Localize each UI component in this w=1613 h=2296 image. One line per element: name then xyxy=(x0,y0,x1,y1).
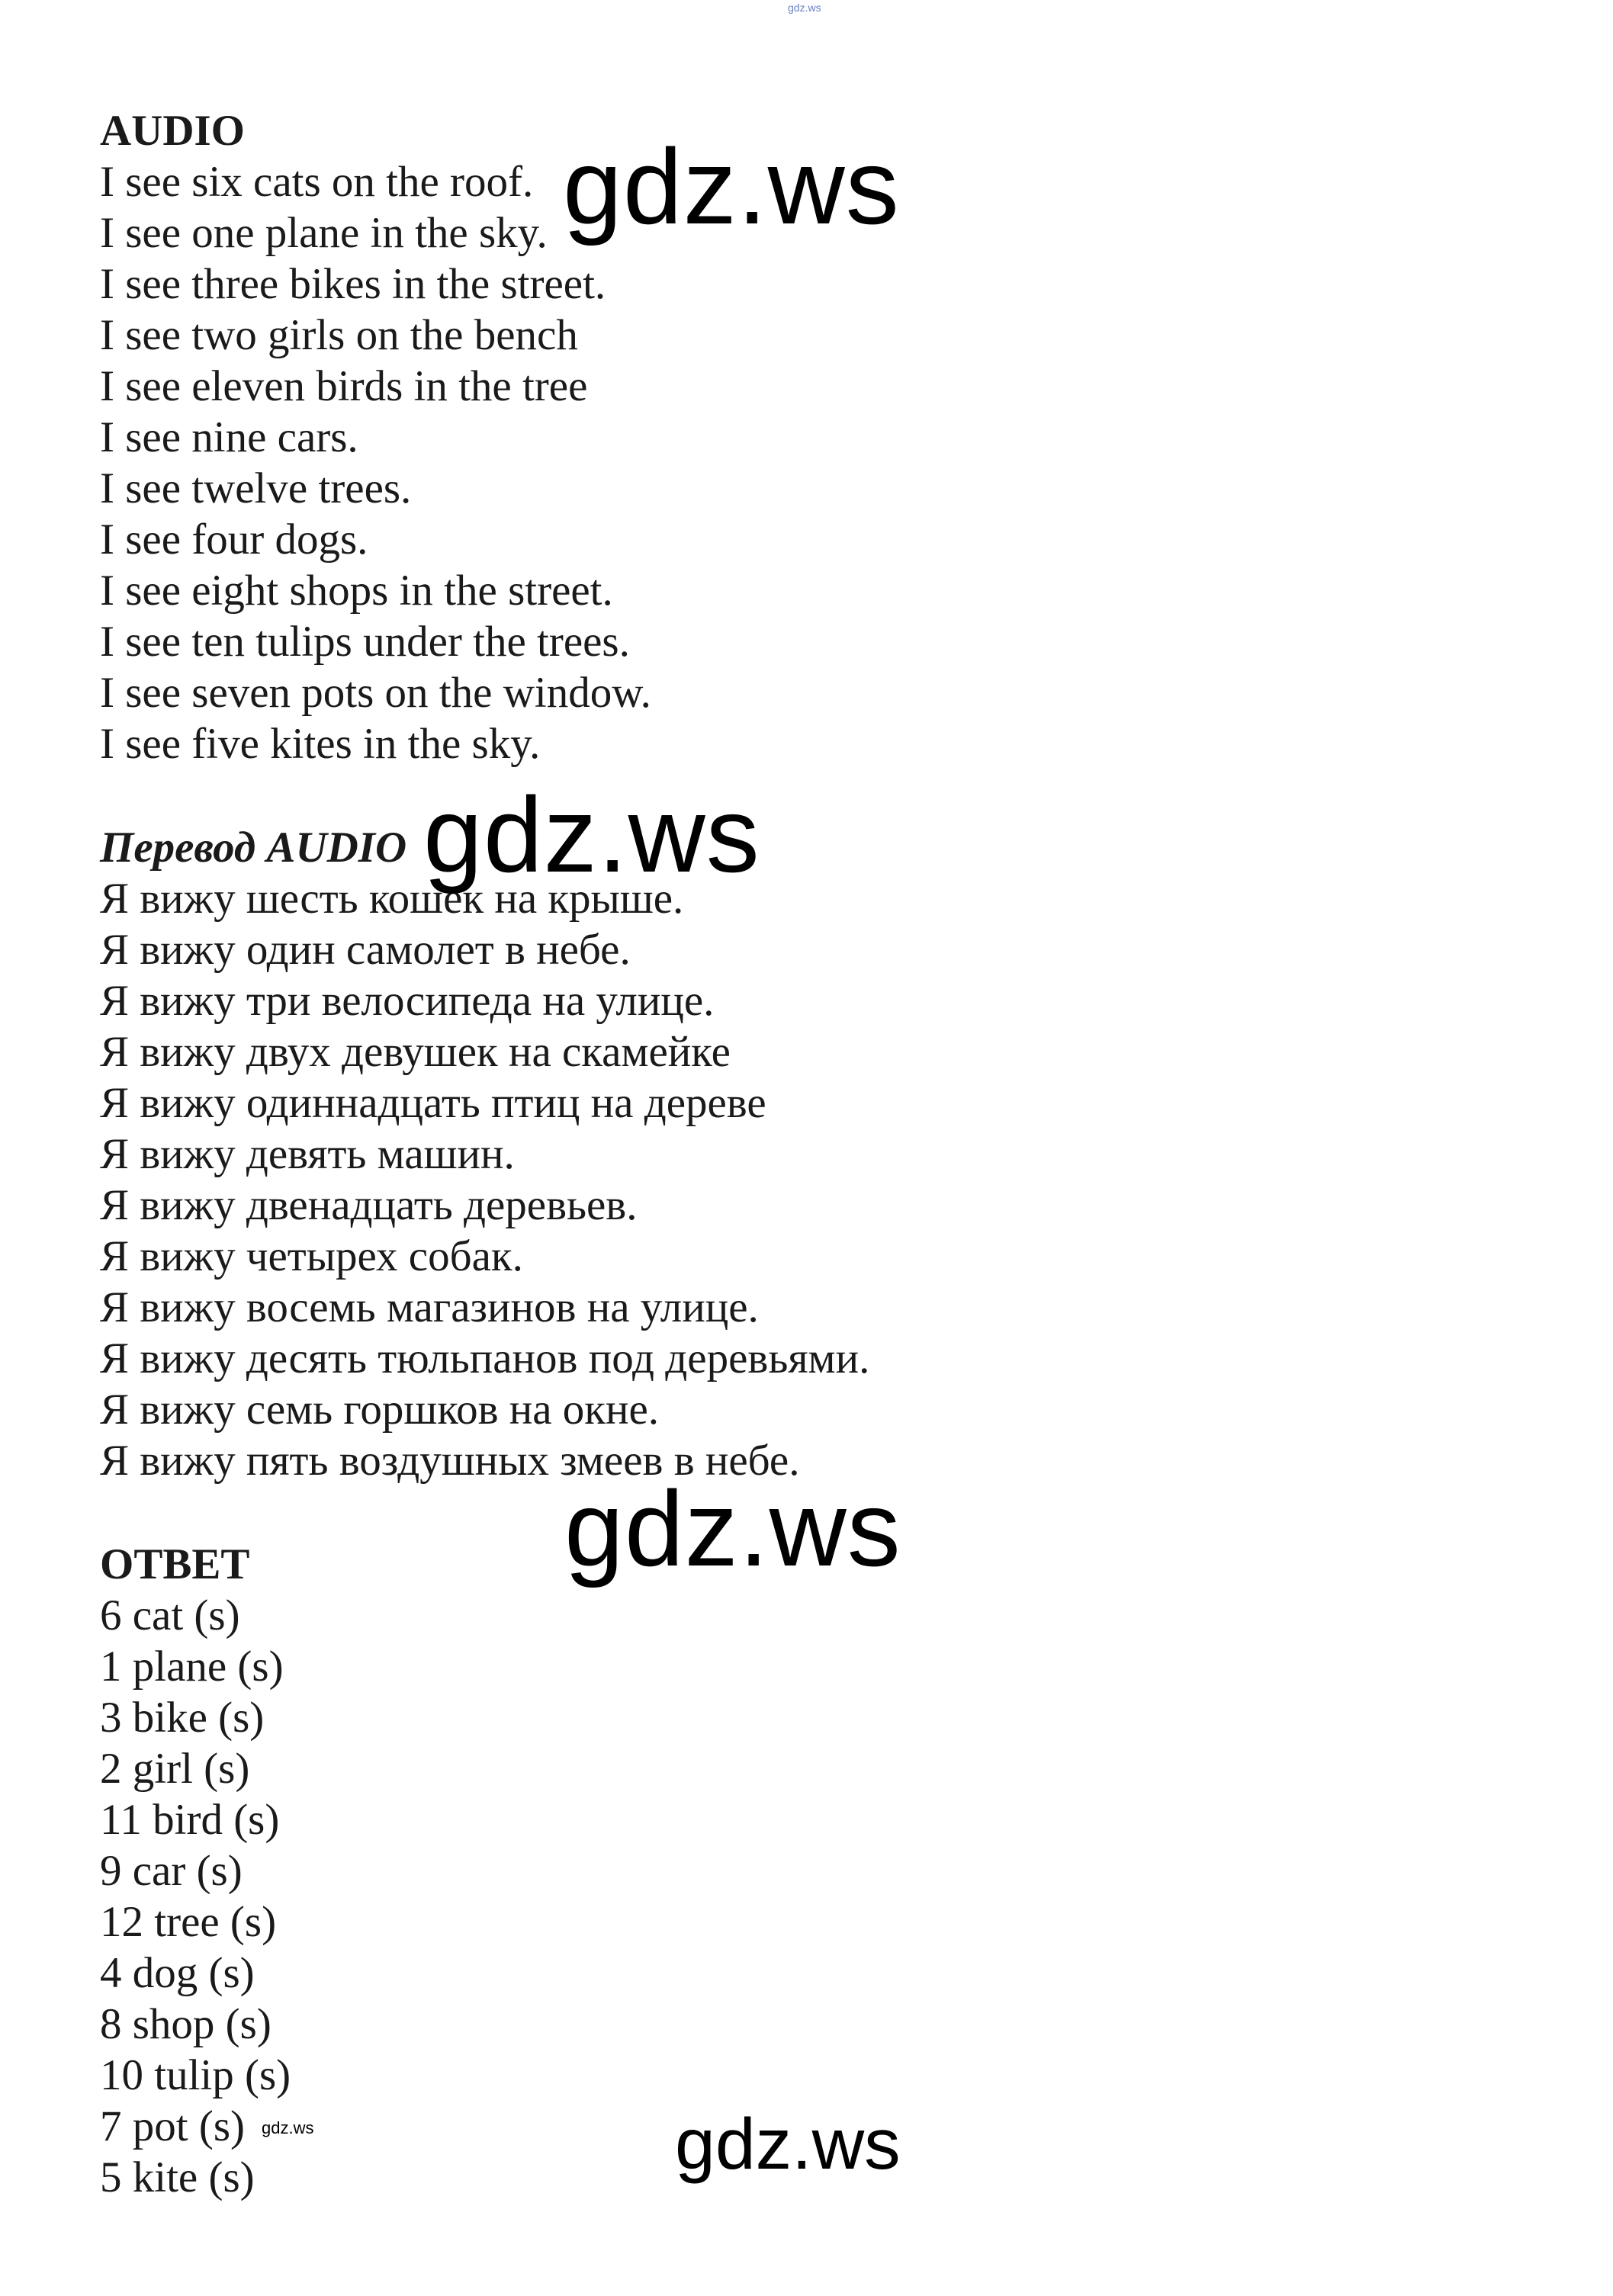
list-item: 8 shop (s) xyxy=(100,2000,272,2048)
list-item: 11 bird (s) xyxy=(100,1796,280,1844)
list-item: Я вижу двух девушек на скамейке xyxy=(100,1028,731,1076)
list-item: Я вижу десять тюльпанов под деревьями. xyxy=(100,1334,870,1382)
list-item: 5 kite (s) xyxy=(100,2153,255,2201)
list-item: 7 pot (s) xyxy=(100,2102,245,2150)
list-item: I see one plane in the sky. xyxy=(100,209,548,257)
list-item: 12 tree (s) xyxy=(100,1898,277,1946)
list-item: 6 cat (s) xyxy=(100,1591,240,1639)
list-item: I see four dogs. xyxy=(100,515,368,564)
watermark-3: gdz.ws xyxy=(564,1469,901,1588)
list-item: 4 dog (s) xyxy=(100,1949,255,1997)
list-item: 10 tulip (s) xyxy=(100,2051,291,2099)
list-item: Я вижу шесть кошек на крыше. xyxy=(100,875,684,923)
watermark-small: gdz.ws xyxy=(262,2118,314,2137)
answer-section xyxy=(100,1539,291,2203)
audio-lines xyxy=(100,156,651,769)
list-item: Я вижу восемь магазинов на улице. xyxy=(100,1283,759,1331)
list-item: 2 girl (s) xyxy=(100,1745,250,1793)
answer-lines xyxy=(100,1590,291,2203)
audio-title: AUDIO xyxy=(100,107,246,155)
list-item: Я вижу девять машин. xyxy=(100,1130,515,1178)
translation-title: Перевод AUDIO xyxy=(100,824,407,872)
list-item: 9 car (s) xyxy=(100,1847,243,1895)
list-item: I see seven pots on the window. xyxy=(100,669,651,717)
list-item: Я вижу пять воздушных змеев в небе. xyxy=(100,1437,800,1485)
translation-lines xyxy=(100,873,869,1486)
answer-title: ОТВЕТ xyxy=(100,1540,250,1588)
list-item: I see nine cars. xyxy=(100,413,358,461)
watermark-4: gdz.ws xyxy=(675,2104,901,2185)
header-watermark: gdz.ws xyxy=(788,2,821,14)
list-item: Я вижу три велосипеда на улице. xyxy=(100,977,715,1025)
list-item: Я вижу двенадцать деревьев. xyxy=(100,1181,638,1229)
watermark-1: gdz.ws xyxy=(563,127,900,246)
list-item: Я вижу семь горшков на окне. xyxy=(100,1386,660,1434)
translation-section xyxy=(100,822,869,1486)
list-item: 1 plane (s) xyxy=(100,1643,284,1691)
list-item: I see twelve trees. xyxy=(100,464,412,512)
list-item: 3 bike (s) xyxy=(100,1694,265,1742)
list-item: I see six cats on the roof. xyxy=(100,158,534,206)
list-item: Я вижу один самолет в небе. xyxy=(100,926,631,974)
list-item: I see eight shops in the street. xyxy=(100,567,613,615)
list-item: I see three bikes in the street. xyxy=(100,260,606,308)
list-item: I see two girls on the bench xyxy=(100,311,578,359)
list-item: I see eleven birds in the tree xyxy=(100,362,588,410)
list-item: Я вижу четырех собак. xyxy=(100,1232,523,1280)
list-item: Я вижу одиннадцать птиц на дереве xyxy=(100,1079,766,1127)
list-item: I see ten tulips under the trees. xyxy=(100,618,630,666)
list-item: I see five kites in the sky. xyxy=(100,720,541,768)
watermark-2: gdz.ws xyxy=(423,775,760,894)
